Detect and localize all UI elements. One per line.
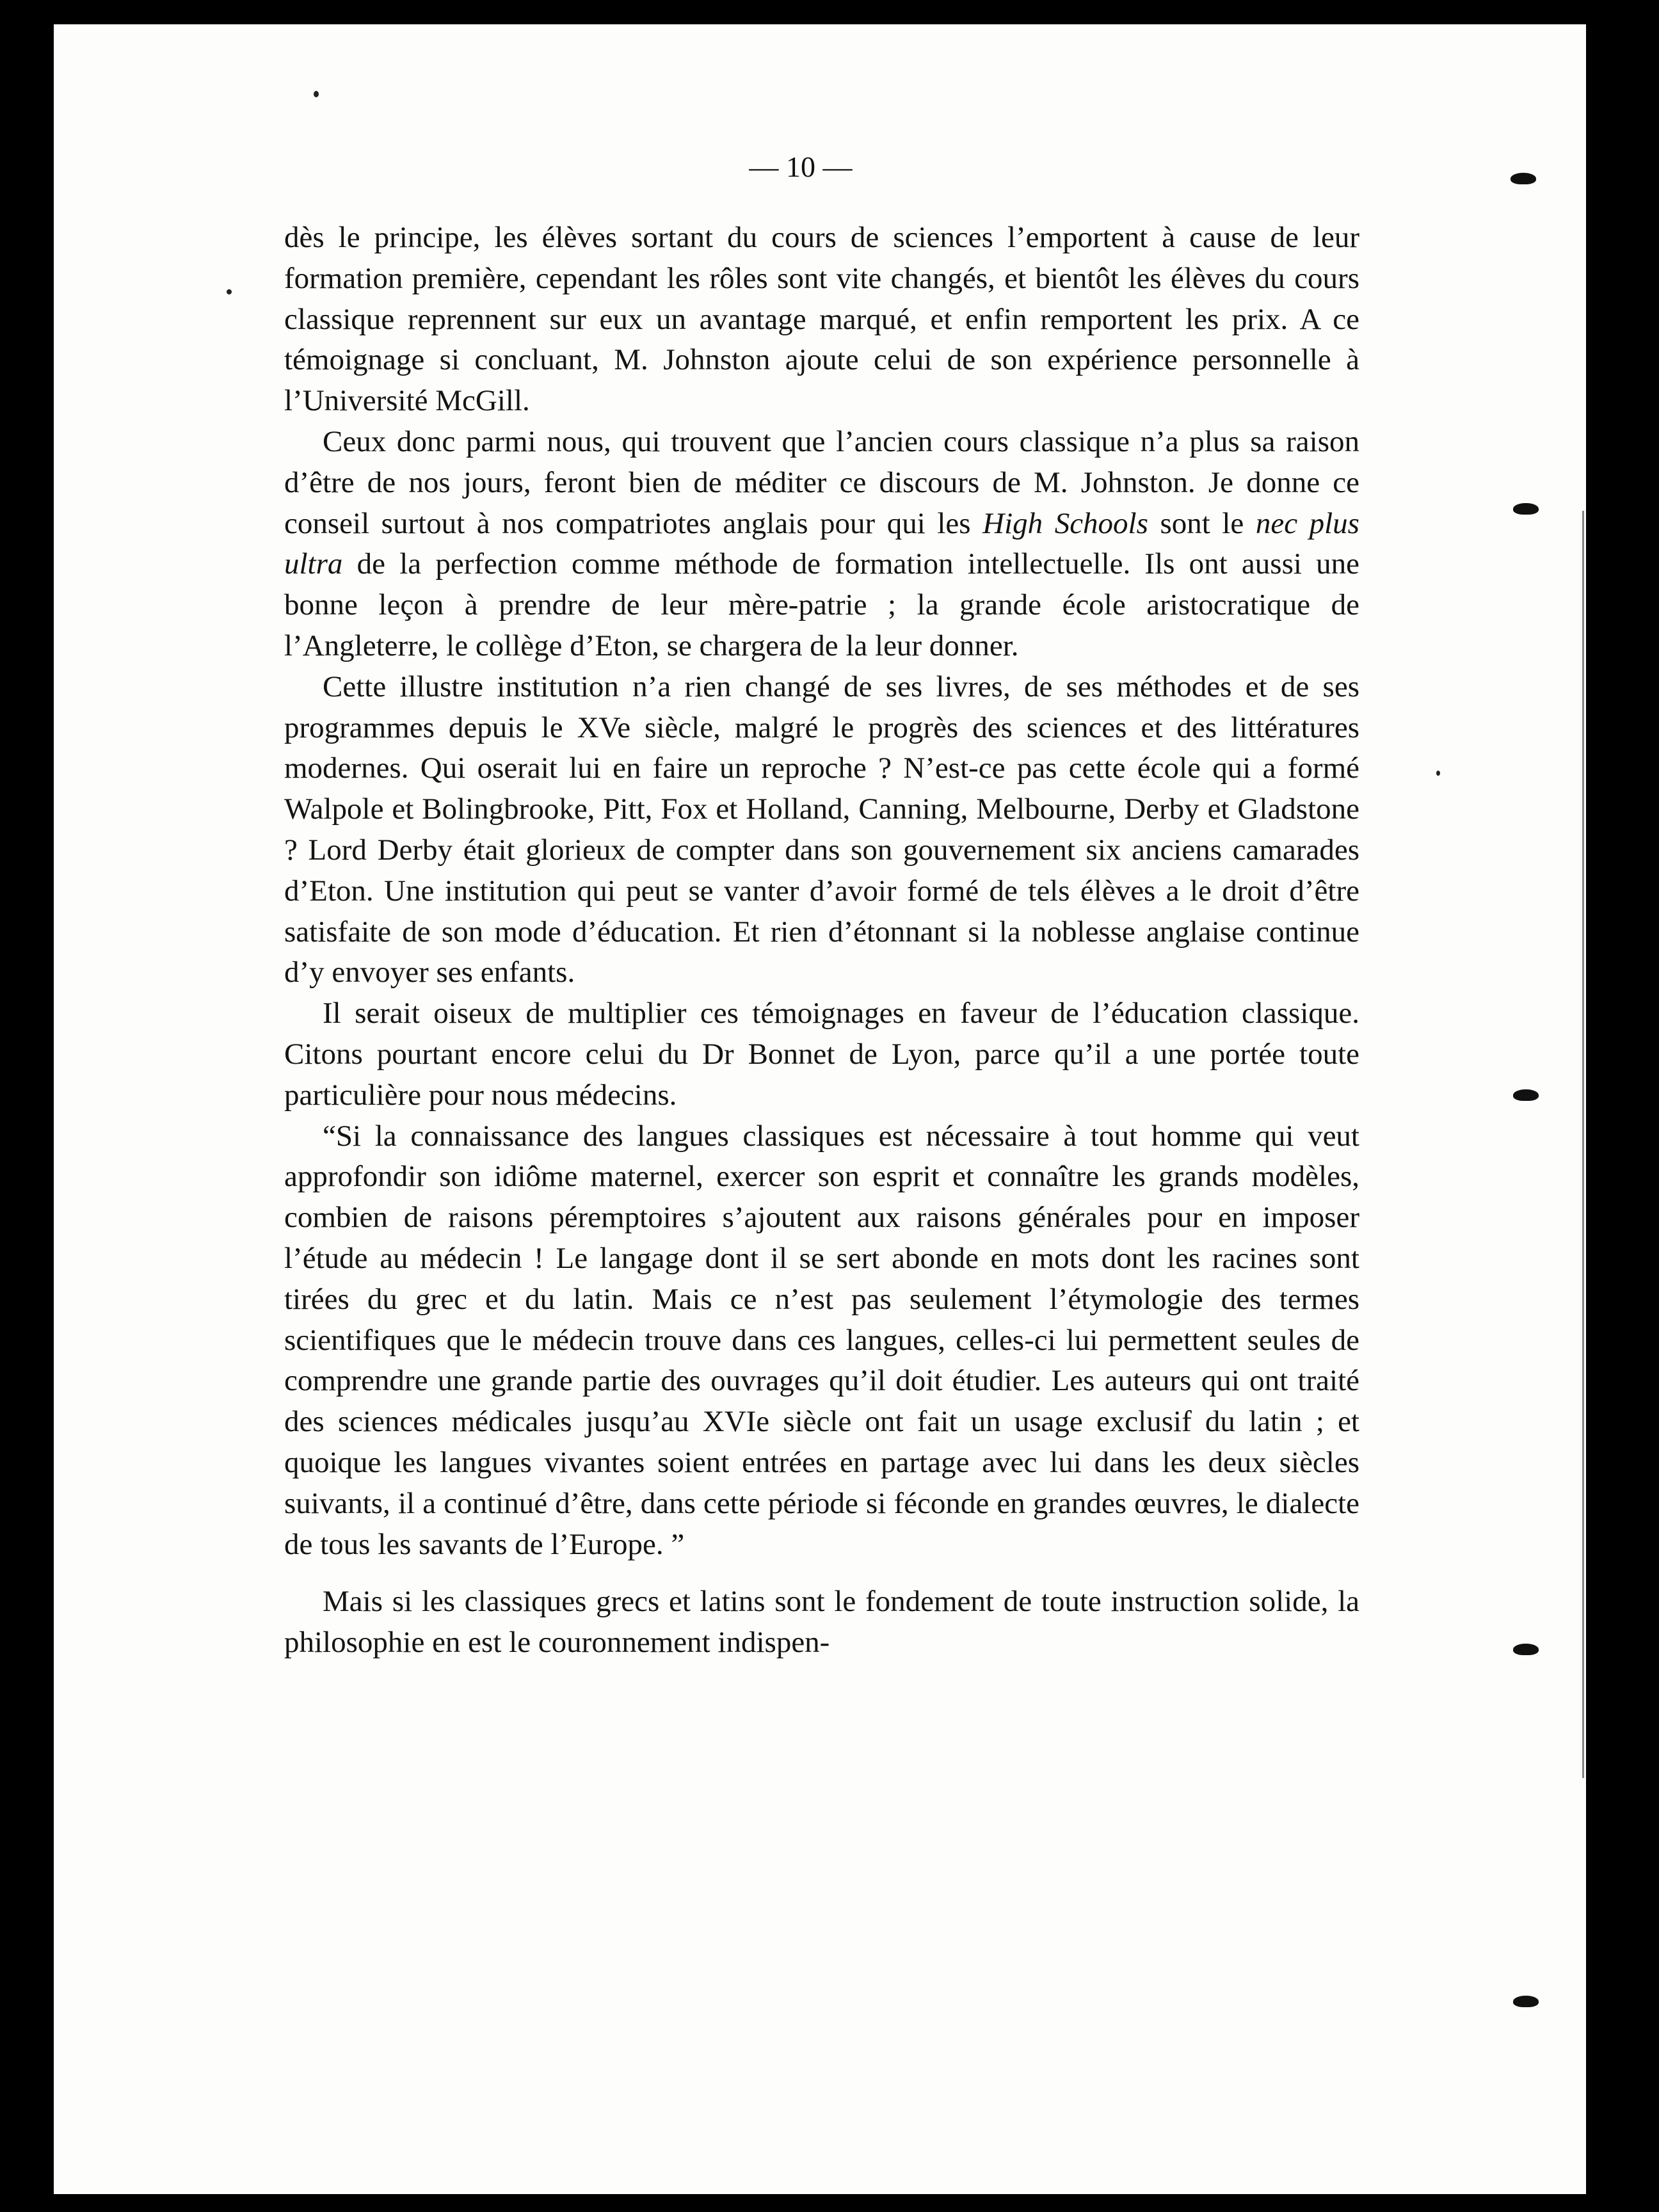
scanned-page [54,24,1586,2194]
paragraph: dès le principe, les élèves sortant du cours de sciences l’emportent à cause de leur formation première, cependant les rôles sont vite changés, et bientôt les élèves du cours classique reprennent sur eux un avantage marqué, et enfin remportent les prix. A ce témoignage si concluant, M. Johnston ajoute celui de son expérience personnelle à l’Université McGill. [284,221,1359,418]
paragraph: Il serait oiseux de multiplier ces témoignages en faveur de l’éducation classique. Citons pourtant encore celui du Dr Bonnet de Lyon, parce qu’il a une portée toute particulière pour nous médecins. [284,997,1359,1112]
ink-speck [314,91,319,97]
paragraph: Mais si les classiques grecs et latins sont le fondement de toute instruction solide, la philosophie en est le couronnement indispen- [284,1585,1359,1660]
text-run: sont le [1148,506,1256,540]
ink-speck [1436,771,1440,776]
text-run: de la perfection comme méthode de formation intellectuelle. Ils ont aussi une bonne leçon à prendre de leur mère-patrie ; la grande école aristocratique de l’Angleterre, le collège d’Eton, se chargera de la leur donner. [284,547,1359,662]
paragraph: Cette illustre institution n’a rien changé de ses livres, de ses méthodes et de ses programmes depuis le XVe siècle, malgré le progrès des sciences et des littératures modernes. Qui oserait lui en faire un reproche ? N’est-ce pas cette école qui a formé Walpole et Bolingbrooke, Pitt, Fox et Holland, Canning, Melbourne, Derby et Gladstone ? Lord Derby était glorieux de compter dans son gouvernement six anciens camarades d’Eton. Une institution qui peut se vanter d’avoir formé de tels élèves a le droit d’être satisfaite de son mode d’éducation. Et rien d’étonnant si la noblesse anglaise continue d’y envoyer ses enfants. [284,669,1359,990]
binding-clip [1513,1996,1539,2007]
binding-clip [1513,1089,1539,1101]
page-number: — 10 — [749,150,853,183]
binding-strip [1582,511,1586,1778]
binding-clip [1513,1644,1539,1655]
binding-clip [1513,503,1539,515]
ink-speck [227,289,232,294]
text-run: Ceux donc parmi nous, qui trouvent que l’ancien cours classique n’a plus sa raison d’être de nos jours, feront bien de méditer ce discours de M. Johnston. Je donne ce conseil surtout à nos compatriotes anglais pour qui les [284,424,1359,540]
binding-clip [1511,173,1536,184]
italic-text: nec plus ultra [284,506,1359,581]
body-text [284,218,1359,1663]
paragraph [284,422,1359,667]
quotation-paragraph: “Si la connaissance des langues classiques est nécessaire à tout homme qui veut approfondir son idiôme maternel, exercer son esprit et connaître les grands modèles, combien de raisons péremptoires s’ajoutent aux raisons générales pour en imposer l’étude au médecin ! Le langage dont il se sert abonde en mots dont les racines sont tirées du grec et du latin. Mais ce n’est pas seulement l’étymologie des termes scientifiques que le médecin trouve dans ces langues, celles-ci lui permettent seules de comprendre une grande partie des ouvrages qu’il doit étudier. Les auteurs qui ont traité des sciences médicales jusqu’au XVIe siècle ont fait un usage exclusif du latin ; et quoique les langues vivantes soient entrées en partage avec lui dans les deux siècles suivants, il a continué d’être, dans cette période si féconde en grandes œuvres, le dialecte de tous les savants de l’Europe. ” [284,1119,1359,1561]
italic-text: High Schools [982,506,1148,540]
